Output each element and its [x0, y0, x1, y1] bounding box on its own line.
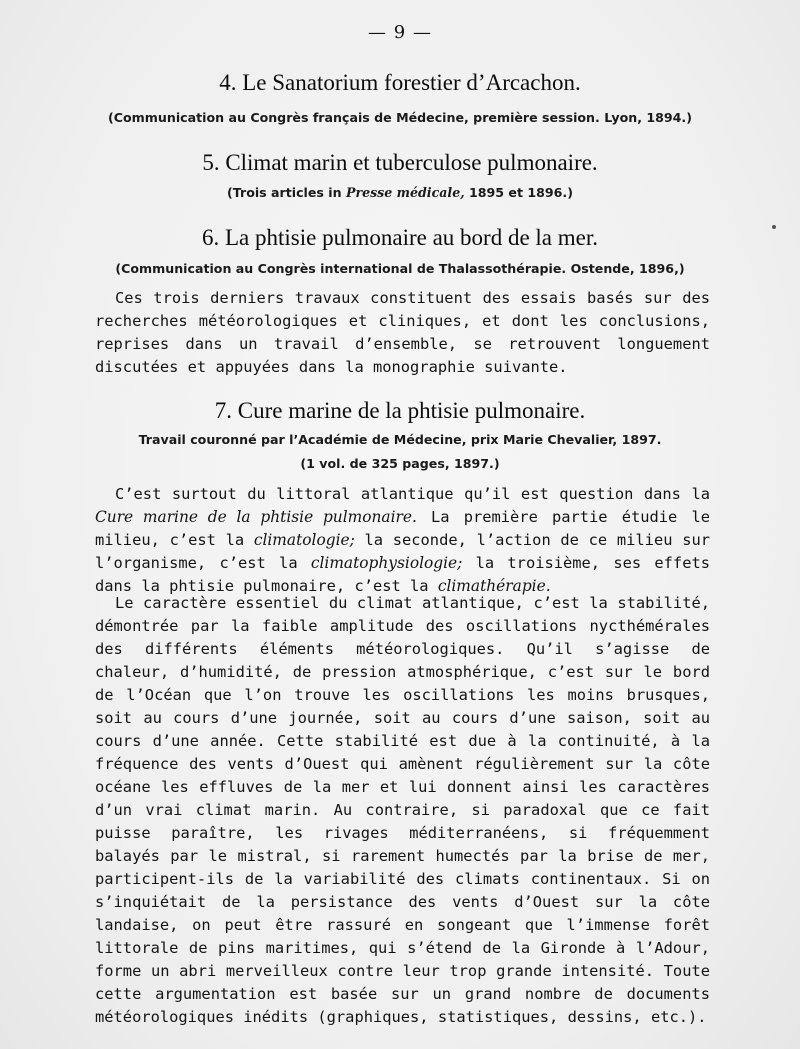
paragraph-cure-marine: C’est surtout du littoral atlantique qu’il est question dans la Cure marine de la phtisie pulmonaire. La première partie étudie le milieu, c’est la climatologie; la seconde, l’action de ce milieu sur l’organisme, c’est la climatophysiologie; la troisième, ses effets dans la phtisie pulmonaire, c’est la climathérapie. — [95, 485, 710, 595]
paragraph-climat-atlantique: Le caractère essentiel du climat atlantique, c’est la stabilité, démontrée par la faible amplitude des oscillations nycthémérales des différents éléments météorologiques. Qu’il s’agisse de chaleur, d’humidité, de pression atmosphérique, c’est sur le bord de l’Océan que l’on trouve les oscillations les moins brusques, soit au cours d’une journée, soit au cours d’une saison, soit au cours d’une année. Cette stabilité est due à la continuité, à la fréquence des vents d’Ouest qui amènent régulièrement sur la côte océane les effluves de la mer et lui donnent ainsi les caractères d’un vrai climat marin. Au contraire, si paradoxal que ce fait puisse paraître, les rivages méditerranéens, si fréquemment balayés par le mistral, si rarement humectés par la brise de mer, participent-ils de la variabilité des climats continentaux. Si on s’inquiétait de la persistance des vents d’Ouest sur la côte landaise, on peut être rassuré en songeant que l’immense forêt littorale de pins maritimes, qui s’étend de la Gironde à l’Adour, forme un abri merveilleux contre leur trop grande intensité. Toute cette argumentation est basée sur un grand nombre de documents météorologiques inédits (graphiques, statistiques, dessins, etc.). — [95, 594, 710, 1026]
section-7-volume-info: (1 vol. de 325 pages, 1897.) — [300, 456, 500, 471]
section-7-subtitle: Travail couronné par l’Académie de Médecine, prix Marie Chevalier, 1897. — [138, 432, 662, 447]
section-7-heading: 7. Cure marine de la phtisie pulmonaire. — [214, 398, 586, 423]
section-4-subtitle: (Communication au Congrès français de Médecine, première session. Lyon, 1894.) — [108, 110, 692, 125]
paragraph-summary: Ces trois derniers travaux constituent des essais basés sur des recherches météorologiques et cliniques, et dont les conclusions, reprises dans un travail d’ensemble, se retrouvent longuement discutées et appuyées dans la monographie suivante. — [95, 289, 710, 376]
section-5-subtitle: (Trois articles in Presse médicale, 1895 et 1896.) — [227, 185, 573, 200]
section-4-heading: 4. Le Sanatorium forestier d’Arcachon. — [219, 70, 581, 95]
page-number: — 9 — — [368, 22, 432, 43]
section-6-heading: 6. La phtisie pulmonaire au bord de la mer. — [202, 225, 598, 250]
section-6-subtitle: (Communication au Congrès international de Thalassothérapie. Ostende, 1896,) — [115, 261, 685, 276]
section-5-journal-title: Presse médicale, — [345, 185, 465, 200]
ink-speck — [772, 225, 776, 229]
section-5-heading: 5. Climat marin et tuberculose pulmonaire. — [202, 150, 598, 175]
